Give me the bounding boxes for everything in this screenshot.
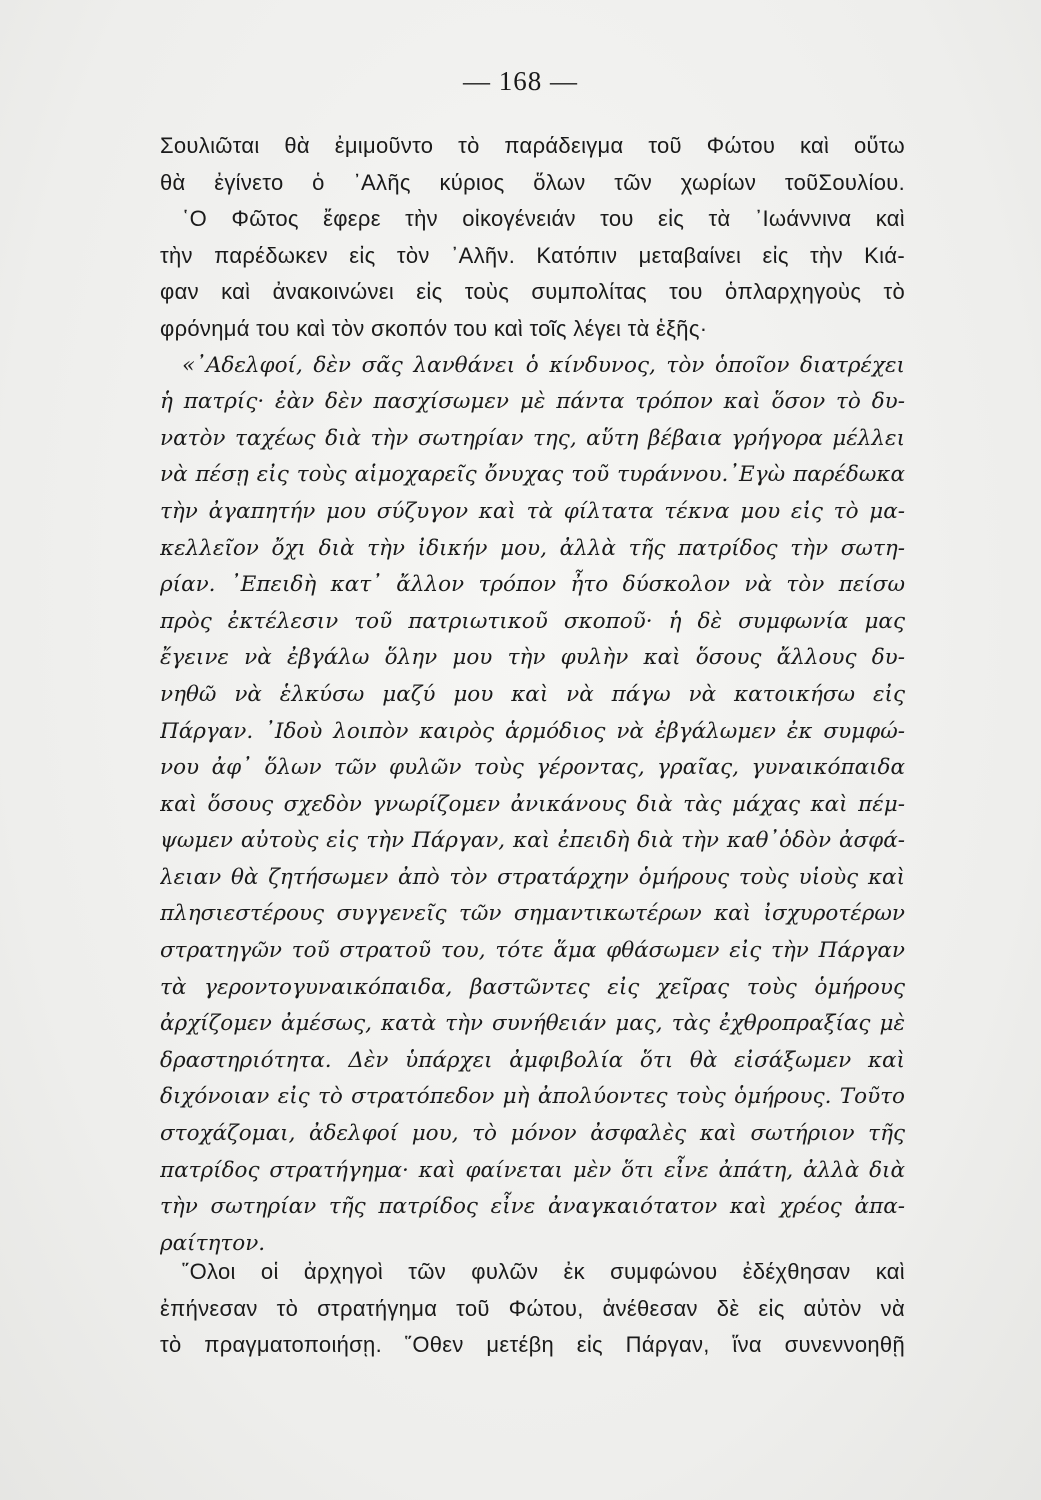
quote-line: πατρίδος στρατήγημα· καὶ φαίνεται μὲν ὅτι εἶνε ἀπάτη, ἀλλὰ διὰ: [160, 1157, 905, 1183]
quote-line: ἔγεινε νὰ ἐβγάλω ὅλην μου τὴν φυλὴν καὶ ὅσους ἄλλους δυ-: [160, 645, 905, 671]
text-line: ἐπήνεσαν τὸ στρατήγημα τοῦ Φώτου, ἀνέθεσαν δὲ εἰς αὐτὸν νὰ: [160, 1295, 905, 1321]
text-line: θὰ ἐγίνετο ὁ ᾿Αλῆς κύριος ὅλων τῶν χωρίων τοῦΣουλίου.: [160, 169, 905, 195]
quote-line: πλησιεστέρους συγγενεῖς τῶν σημαντικωτέρων καὶ ἰσχυροτέρων: [160, 901, 905, 927]
text-line: φρόνημά του καὶ τὸν σκοπόν του καὶ τοῖς λέγει τὰ ἑξῆς·: [160, 315, 708, 341]
quote-line: τὴν ἀγαπητήν μου σύζυγον καὶ τὰ φίλτατα τέκνα μου εἰς τὸ μα-: [160, 498, 905, 524]
quote-line: νὰ πέσῃ εἰς τοὺς αἱμοχαρεῖς ὄνυχας τοῦ τυράννου.᾿Εγὼ παρέδωκα: [160, 462, 905, 488]
text-line: τὴν παρέδωκεν εἰς τὸν ᾿Αλῆν. Κατόπιν μεταβαίνει εἰς τὴν Κιά-: [160, 242, 905, 268]
quote-line: ἡ πατρίς· ἐὰν δὲν πασχίσωμεν μὲ πάντα τρόπον καὶ ὅσον τὸ δυ-: [160, 389, 905, 415]
text-line: τὸ πραγματοποιήσῃ. ῞Οθεν μετέβη εἰς Πάργαν, ἵνα συνεννοηθῇ: [160, 1332, 905, 1358]
quote-line: δραστηριότητα. Δὲν ὑπάρχει ἀμφιβολία ὅτι θὰ εἰσάξωμεν καὶ: [160, 1047, 905, 1073]
quote-line: ἀρχίζομεν ἀμέσως, κατὰ τὴν συνήθειάν μας, τὰς ἐχθροπραξίας μὲ: [160, 1011, 905, 1037]
text-block-1: [160, 128, 905, 1262]
text-line: ῾Ο Φῶτος ἔφερε τὴν οἰκογένειάν του εἰς τὰ ᾿Ιωάννινα καὶ: [182, 206, 905, 232]
text-block-2: [160, 1254, 905, 1364]
quote-line: διχόνοιαν εἰς τὸ στρατόπεδον μὴ ἀπολύοντες τοὺς ὁμήρους. Τοῦτο: [160, 1084, 905, 1110]
quote-line: ραίτητον.: [160, 1230, 266, 1256]
quote-line: καὶ ὅσους σχεδὸν γνωρίζομεν ἀνικάνους διὰ τὰς μάχας καὶ πέμ-: [160, 791, 905, 817]
quote-line: ψωμεν αὐτοὺς εἰς τὴν Πάργαν, καὶ ἐπειδὴ διὰ τὴν καθ᾿ὁδὸν ἀσφά-: [160, 828, 905, 854]
quote-line: πρὸς ἐκτέλεσιν τοῦ πατριωτικοῦ σκοποῦ· ἡ δὲ συμφωνία μας: [160, 608, 905, 634]
text-line: ῞Ολοι οἱ ἀρχηγοὶ τῶν φυλῶν ἐκ συμφώνου ἐδέχθησαν καὶ: [182, 1259, 905, 1284]
text-line: φαν καὶ ἀνακοινώνει εἰς τοὺς συμπολίτας του ὁπλαρχηγοὺς τὸ: [160, 279, 905, 305]
quote-line: τὴν σωτηρίαν τῆς πατρίδος εἶνε ἀναγκαιότατον καὶ χρέος ἀπα-: [160, 1194, 905, 1220]
quote-line: κελλεῖον ὄχι διὰ τὴν ἰδικήν μου, ἀλλὰ τῆς πατρίδος τὴν σωτη-: [160, 535, 905, 561]
quote-line: τὰ γεροντογυναικόπαιδα, βαστῶντες εἰς χεῖρας τοὺς ὁμήρους: [160, 974, 905, 1000]
quote-line: στρατηγῶν τοῦ στρατοῦ του, τότε ἅμα φθάσωμεν εἰς τὴν Πάργαν: [160, 938, 905, 964]
quote-line: νηθῶ νὰ ἑλκύσω μαζύ μου καὶ νὰ πάγω νὰ κατοικήσω εἰς: [160, 681, 905, 707]
quote-line: λειαν θὰ ζητήσωμεν ἀπὸ τὸν στρατάρχην ὁμήρους τοὺς υἱοὺς καὶ: [160, 864, 905, 890]
quote-line: «᾿Αδελφοί, δὲν σᾶς λανθάνει ὁ κίνδυνος, τὸν ὁποῖον διατρέχει: [182, 352, 905, 378]
quote-line: στοχάζομαι, ἀδελφοί μου, τὸ μόνον ἀσφαλὲς καὶ σωτήριον τῆς: [160, 1121, 905, 1147]
text-line: Σουλιῶται θὰ ἐμιμοῦντο τὸ παράδειγμα τοῦ Φώτου καὶ οὕτω: [160, 133, 905, 158]
quote-line: ρίαν. ᾿Επειδὴ κατ᾿ ἄλλον τρόπον ἦτο δύσκολον νὰ τὸν πείσω: [160, 572, 905, 598]
quote-line: Πάργαν. ᾿Ιδοὺ λοιπὸν καιρὸς ἁρμόδιος νὰ ἐβγάλωμεν ἐκ συμφώ-: [160, 718, 905, 744]
quote-line: νατὸν ταχέως διὰ τὴν σωτηρίαν της, αὕτη βέβαια γρήγορα μέλλει: [160, 425, 905, 451]
page-number: — 168 —: [463, 66, 578, 96]
quote-line: νου ἀφ᾿ ὅλων τῶν φυλῶν τοὺς γέροντας, γραῖας, γυναικόπαιδα: [160, 755, 905, 781]
